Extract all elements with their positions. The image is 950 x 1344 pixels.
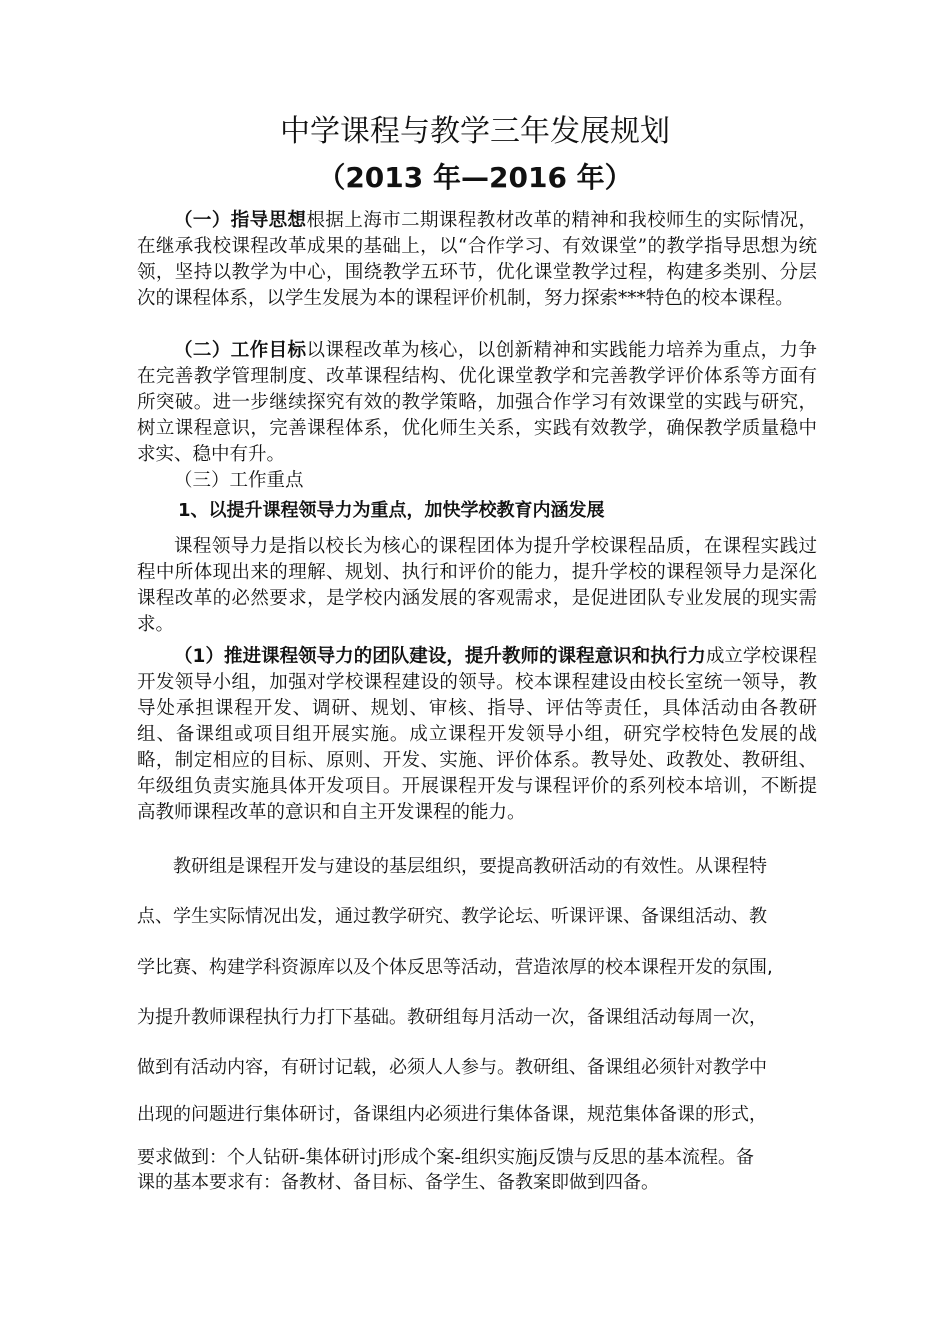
subsection-heading: （1）推进课程领导力的团队建设，提升教师的课程意识和执行力 [174, 646, 706, 667]
item1-1-paragraph [137, 644, 817, 826]
section-body: 以课程改革为核心，以创新精神和实践能力培养为重点，力争在完善教学管理制度、改革课程结构、优化课堂教学和完善教学评价体系等方面有所突破。进一步继续探究有效的教学策略，加强合作学习有效课堂的实践与研究，树立课程意识，完善课程体系，优化师生关系，实践有效教学，确保教学质量稳中求实、稳中有升。 [137, 340, 817, 465]
wide-line-6: 出现的问题进行集体研讨，备课组内必须进行集体备课，规范集体备课的形式， [137, 1104, 767, 1125]
section-guiding-ideology [137, 208, 817, 312]
item1-body: 课程领导力是指以校长为核心的课程团体为提升学校课程品质，在课程实践过程中所体现出来的理解、规划、执行和评价的能力，提升学校的课程领导力是深化课程改革的必然要求，是学校内涵发展的客观需求，是促进团队专业发展的现实需求。 [137, 536, 817, 635]
section-work-goals [137, 338, 817, 468]
final-line-2: 课的基本要求有：备教材、备目标、备学生、备教案即做到四备。 [137, 1172, 659, 1193]
section-heading: （二）工作目标 [174, 340, 307, 361]
wide-line-4: 为提升教师课程执行力打下基础。教研组每月活动一次，备课组活动每周一次， [137, 1007, 767, 1028]
wide-line-1: 教研组是课程开发与建设的基层组织，要提高教研活动的有效性。从课程特 [173, 856, 767, 877]
subsection-body: 成立学校课程开发领导小组，加强对学校课程建设的领导。校本课程建设由校长室统一领导，教导处承担课程开发、调研、规划、审核、指导、评估等责任，具体活动由各教研组、备课组或项目组开展实施。成立课程开发领导小组，研究学校特色发展的战略，制定相应的目标、原则、开发、实施、评价体系。教导处、政教处、教研组、年级组负责实施具体开发项目。开展课程开发与课程评价的系列校本培训，不断提高教师课程改革的意识和自主开发课程的能力。 [137, 646, 817, 823]
final-line-1: 要求做到：个人钻研-集体研讨j形成个案-组织实施j反馈与反思的基本流程。备 [137, 1147, 754, 1168]
section-body: 根据上海市二期课程教材改革的精神和我校师生的实际情况，在继承我校课程改革成果的基础上，以“合作学习、有效课堂”的教学指导思想为统领，坚持以教学为中心，围绕教学五环节，优化课堂教学过程，构建多类别、分层次的课程体系，以学生发展为本的课程评价机制，努力探索***特色的校本课程。 [137, 210, 817, 309]
section-work-focus [137, 468, 817, 494]
wide-line-3: 学比赛、构建学科资源库以及个体反思等活动，营造浓厚的校本课程开发的氛围, [137, 957, 773, 978]
wide-line-2: 点、学生实际情况出发，通过教学研究、教学论坛、听课评课、备课组活动、教 [137, 906, 767, 927]
document-title: 中学课程与教学三年发展规划 [280, 114, 670, 149]
section-heading: （一）指导思想 [174, 210, 307, 231]
item1-heading: 1、以提升课程领导力为重点，加快学校教育内涵发展 [178, 500, 605, 521]
document-subtitle: （2013 年—2016 年） [317, 161, 633, 194]
section-heading: （三）工作重点 [174, 470, 304, 491]
wide-line-5: 做到有活动内容，有研讨记载，必须人人参与。教研组、备课组必须针对教学中 [137, 1057, 767, 1078]
